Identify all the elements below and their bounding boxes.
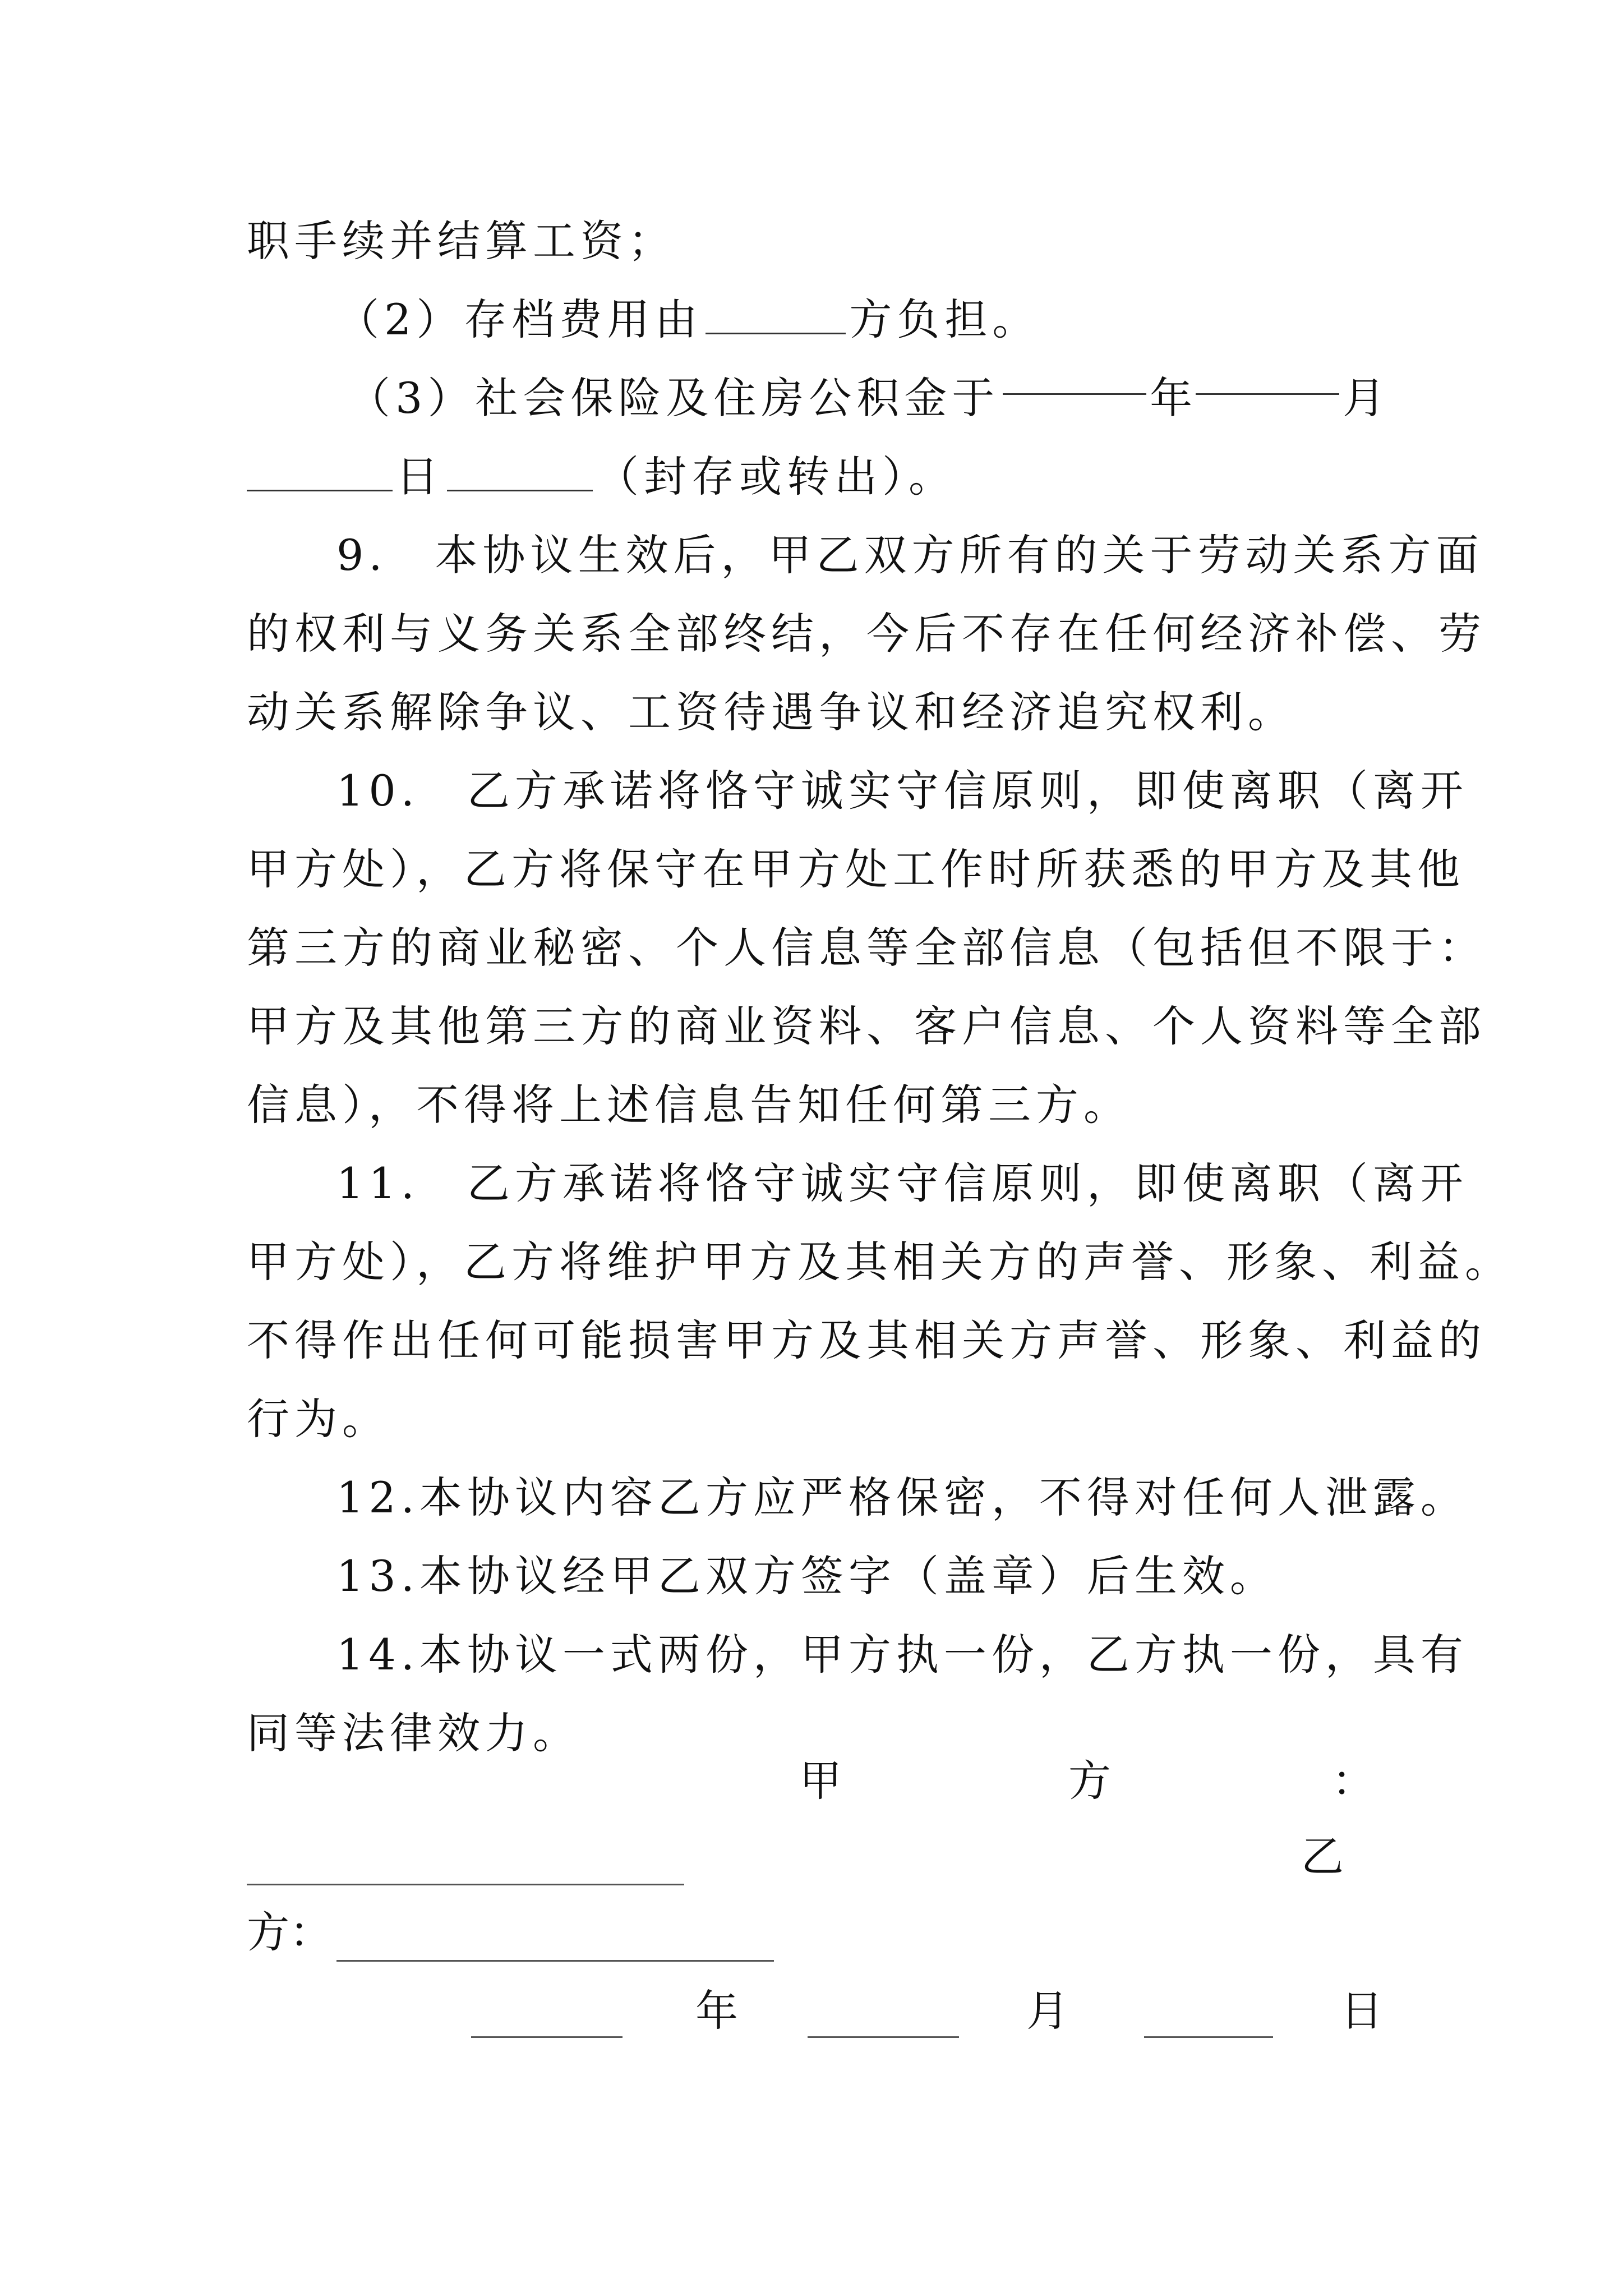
text-line: 11. 乙方承诺将恪守诚实守信原则，即使离职（离开 [336,1158,1468,1208]
text-line: 甲方及其他第三方的商业资料、客户信息、个人资料等全部 [247,1001,1486,1051]
text-line: 第三方的商业秘密、个人信息等全部信息（包括但不限于： [247,923,1486,973]
text-fragment: 月 [1342,373,1385,423]
text-line: 13.本协议经甲乙双方签字（盖章）后生效。 [336,1551,1278,1601]
text-line: 同等法律效力。 [247,1708,580,1758]
fill-blank[interactable] [1196,356,1339,395]
party-b-label: 乙 [1301,1832,1344,1881]
party-b-label: 方： [247,1907,332,1957]
fill-blank[interactable] [447,453,593,491]
text-line: 10. 乙方承诺将恪守诚实守信原则，即使离职（离开 [336,766,1468,816]
day-label: 日 [1340,1986,1383,2036]
fill-blank[interactable] [706,296,846,334]
text-fragment: 方负担。 [849,295,1040,344]
text-line: 行为。 [247,1394,390,1444]
year-label: 年 [695,1986,738,2036]
text-line: 不得作出任何可能损害甲方及其相关方声誉、形象、利益的 [247,1315,1486,1365]
fill-blank[interactable] [1003,356,1146,395]
party-a-label: 甲 [799,1756,842,1806]
party-a-signature-line[interactable] [247,1884,684,1885]
party-a-colon: ： [1332,1756,1375,1806]
text-line: 9. 本协议生效后，甲乙双方所有的关于劳动关系方面 [336,530,1484,580]
month-blank[interactable] [808,2036,959,2038]
text-fragment: （封存或转出）。 [596,452,956,501]
text-line: 信息），不得将上述信息告知任何第三方。 [247,1080,1131,1130]
fill-blank[interactable] [247,453,393,491]
text-line: 动关系解除争议、工资待遇争议和经济追究权利。 [247,687,1295,737]
text-fragment: 日 [396,452,444,501]
text-line [348,356,1385,440]
party-b-signature-line[interactable] [336,1960,774,1962]
text-line: 的权利与义务关系全部终结，今后不存在任何经济补偿、劳 [247,609,1486,659]
text-line: 12.本协议内容乙方应严格保密，不得对任何人泄露。 [336,1473,1468,1522]
month-label: 月 [1026,1986,1069,2036]
text-line: 职手续并结算工资； [247,216,676,266]
text-line: 14.本协议一式两份，甲方执一份，乙方执一份，具有 [336,1630,1468,1680]
day-blank[interactable] [1144,2036,1273,2038]
text-fragment: （3）社会保险及住房公积金于 [348,373,1000,423]
text-line [336,278,1385,362]
text-line [247,435,1385,519]
party-a-label: 方 [1068,1756,1111,1806]
text-fragment: 年 [1150,373,1193,423]
text-line: 甲方处），乙方将保守在甲方处工作时所获悉的甲方及其他 [247,844,1465,894]
year-blank[interactable] [471,2036,623,2038]
text-fragment: （2）存档费用由 [336,295,703,344]
text-line: 甲方处），乙方将维护甲方及其相关方的声誉、形象、利益。 [247,1237,1513,1287]
